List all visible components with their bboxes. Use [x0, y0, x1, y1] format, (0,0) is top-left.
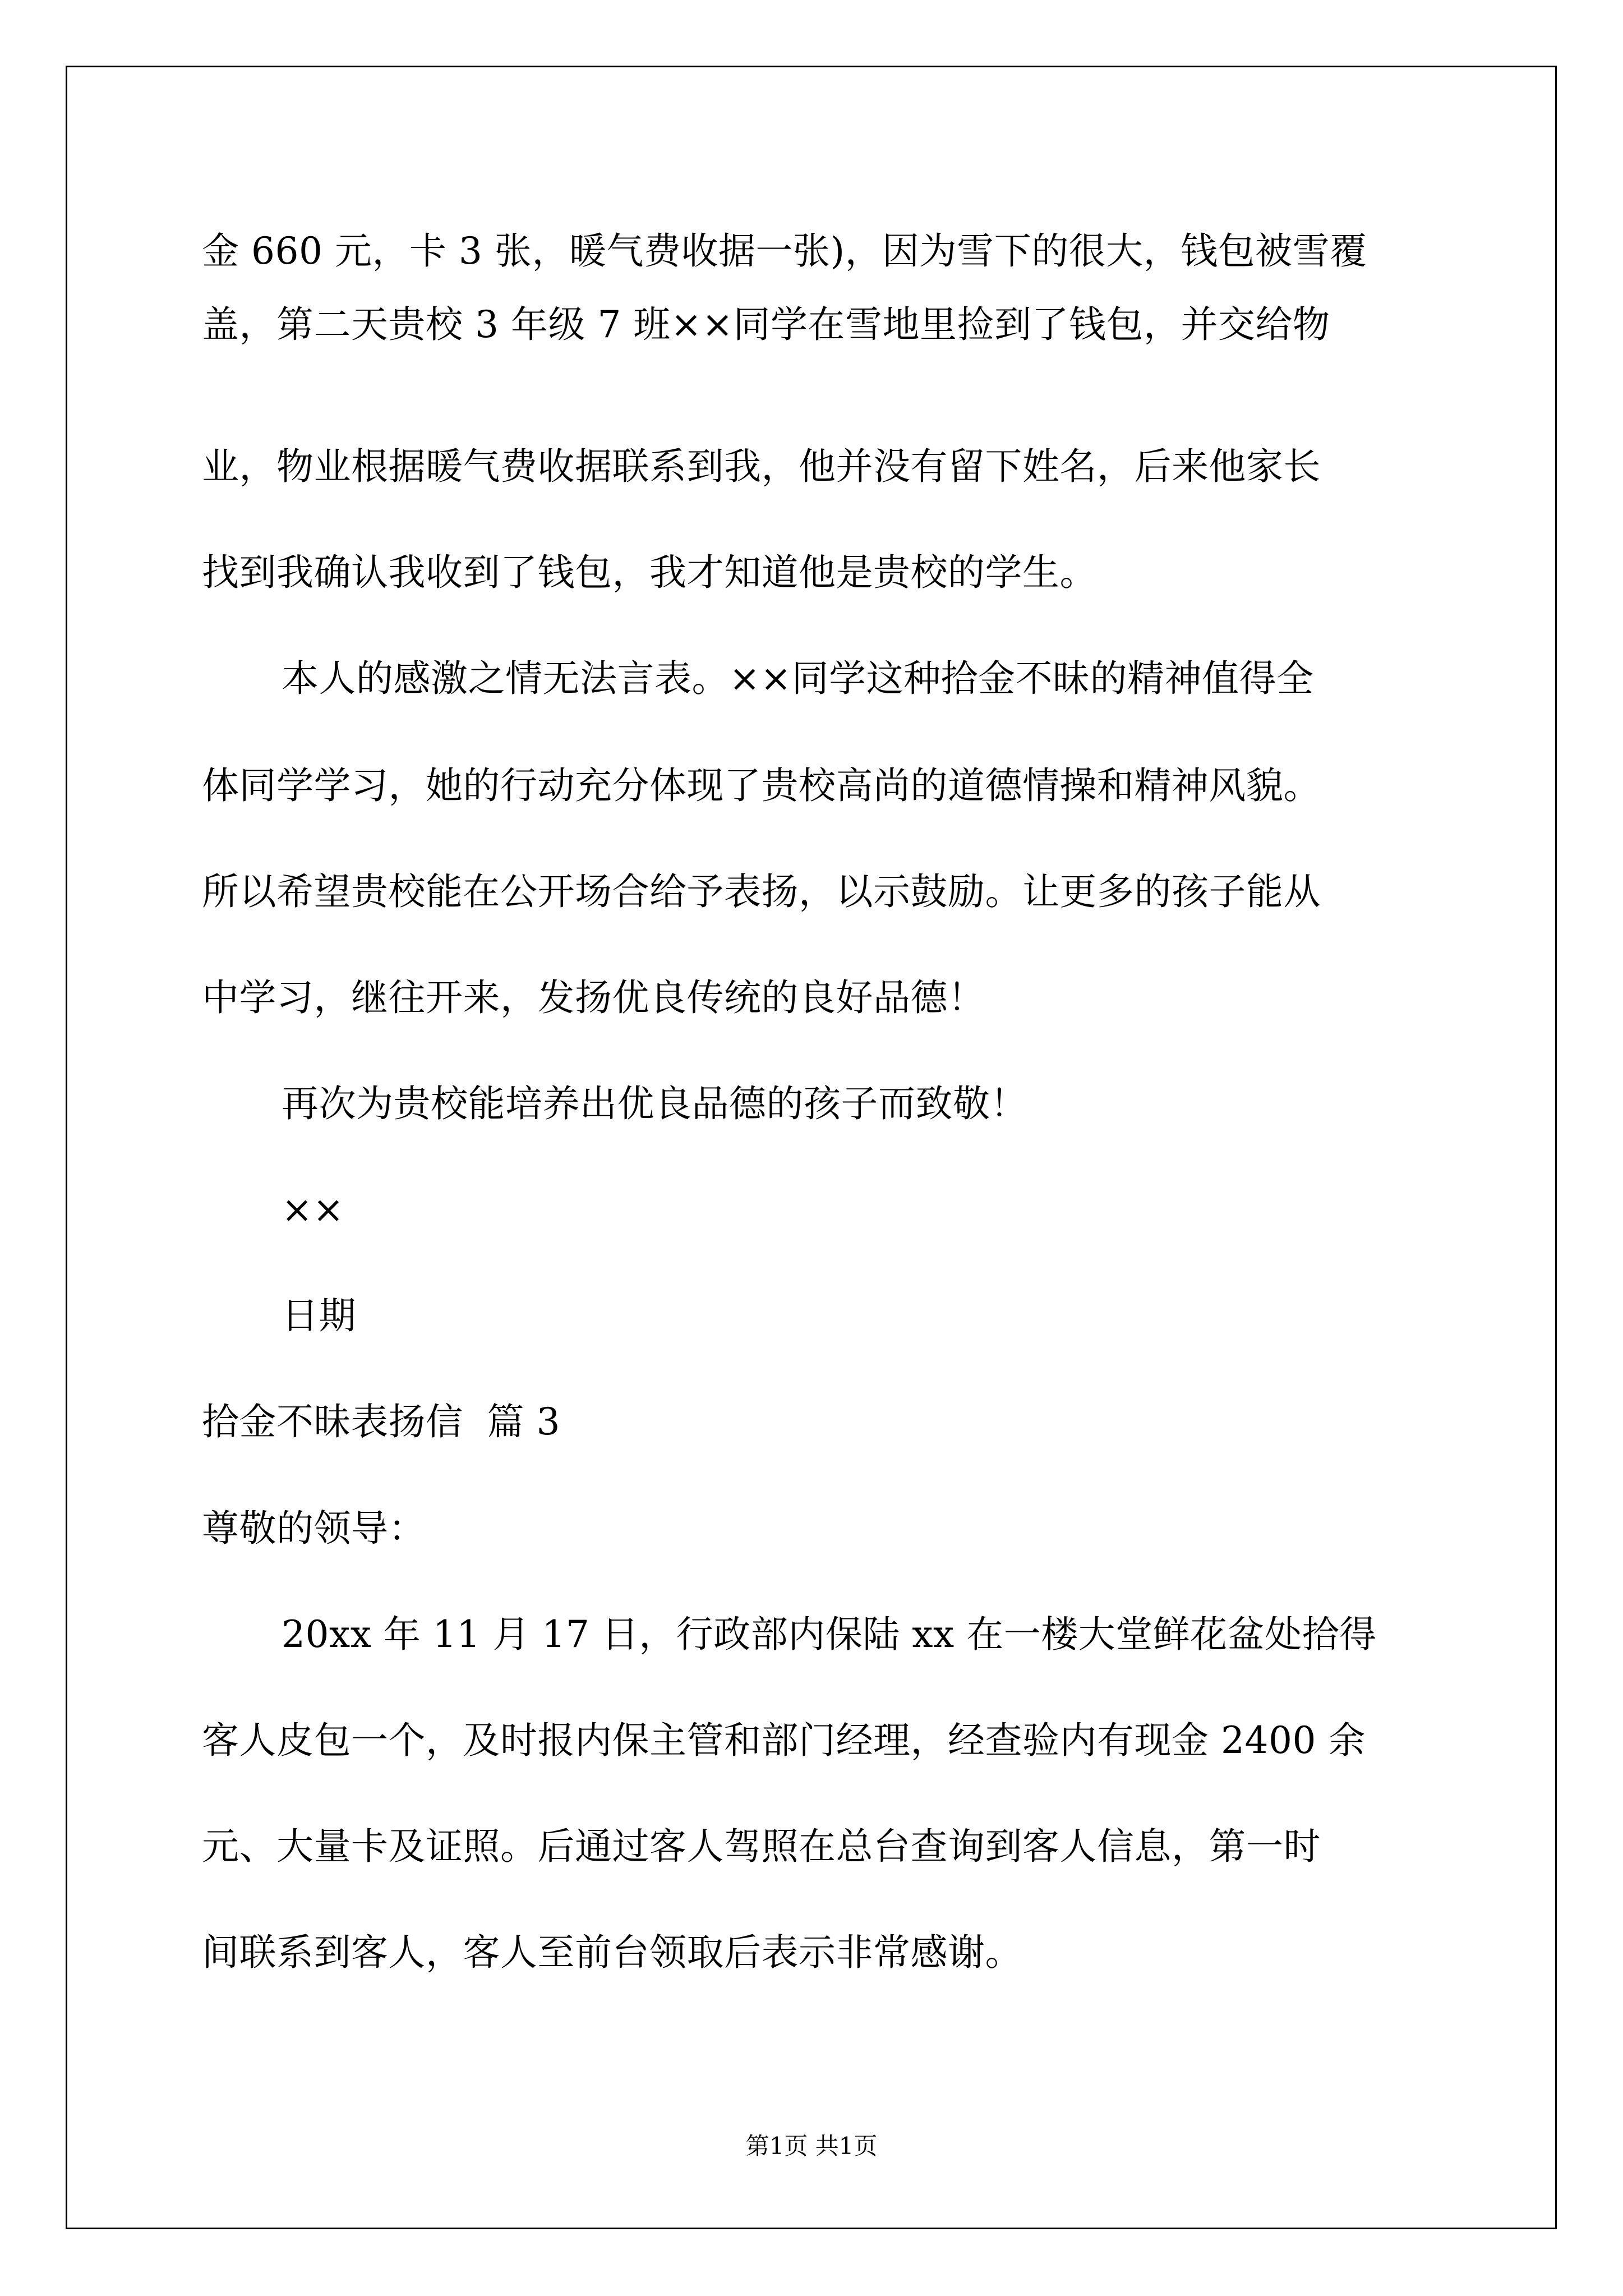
paragraph-line: 本人的感激之情无法言表。××同学这种拾金不昧的精神值得全 [282, 657, 1314, 700]
paragraph-line: 盖，第二天贵校 3 年级 7 班××同学在雪地里捡到了钱包，并交给物 [202, 303, 1330, 346]
paragraph-line: 中学习，继往开来，发扬优良传统的良好品德！ [202, 976, 985, 1019]
date-line: 日期 [282, 1294, 356, 1337]
paragraph-line: 20xx 年 11 月 17 日，行政部内保陆 xx 在一楼大堂鲜花盆处拾得 [282, 1613, 1377, 1656]
paragraph-line: 客人皮包一个，及时报内保主管和部门经理，经查验内有现金 2400 余 [202, 1719, 1366, 1762]
paragraph-line: 金 660 元，卡 3 张，暖气费收据一张)，因为雪下的很大，钱包被雪覆 [202, 229, 1367, 273]
paragraph-line: 所以希望贵校能在公开场合给予表扬，以示鼓励。让更多的孩子能从 [202, 870, 1321, 913]
paragraph-line: 间联系到客人，客人至前台领取后表示非常感谢。 [202, 1931, 1022, 1974]
section-heading: 拾金不昧表扬信 篇 3 [202, 1400, 560, 1443]
salutation: 尊敬的领导： [202, 1507, 426, 1550]
paragraph-line: 元、大量卡及证照。后通过客人驾照在总台查询到客人信息，第一时 [202, 1825, 1321, 1868]
paragraph-line: 再次为贵校能培养出优良品德的孩子而致敬！ [282, 1082, 1027, 1125]
page-number-footer: 第1页 共1页 [745, 2132, 878, 2160]
signature-line: ×× [282, 1188, 344, 1231]
paragraph-line: 业，物业根据暖气费收据联系到我，他并没有留下姓名，后来他家长 [202, 445, 1321, 488]
paragraph-line: 体同学学习，她的行动充分体现了贵校高尚的道德情操和精神风貌。 [202, 764, 1321, 807]
page-border [66, 66, 1557, 2229]
paragraph-line: 找到我确认我收到了钱包，我才知道他是贵校的学生。 [202, 551, 1097, 594]
